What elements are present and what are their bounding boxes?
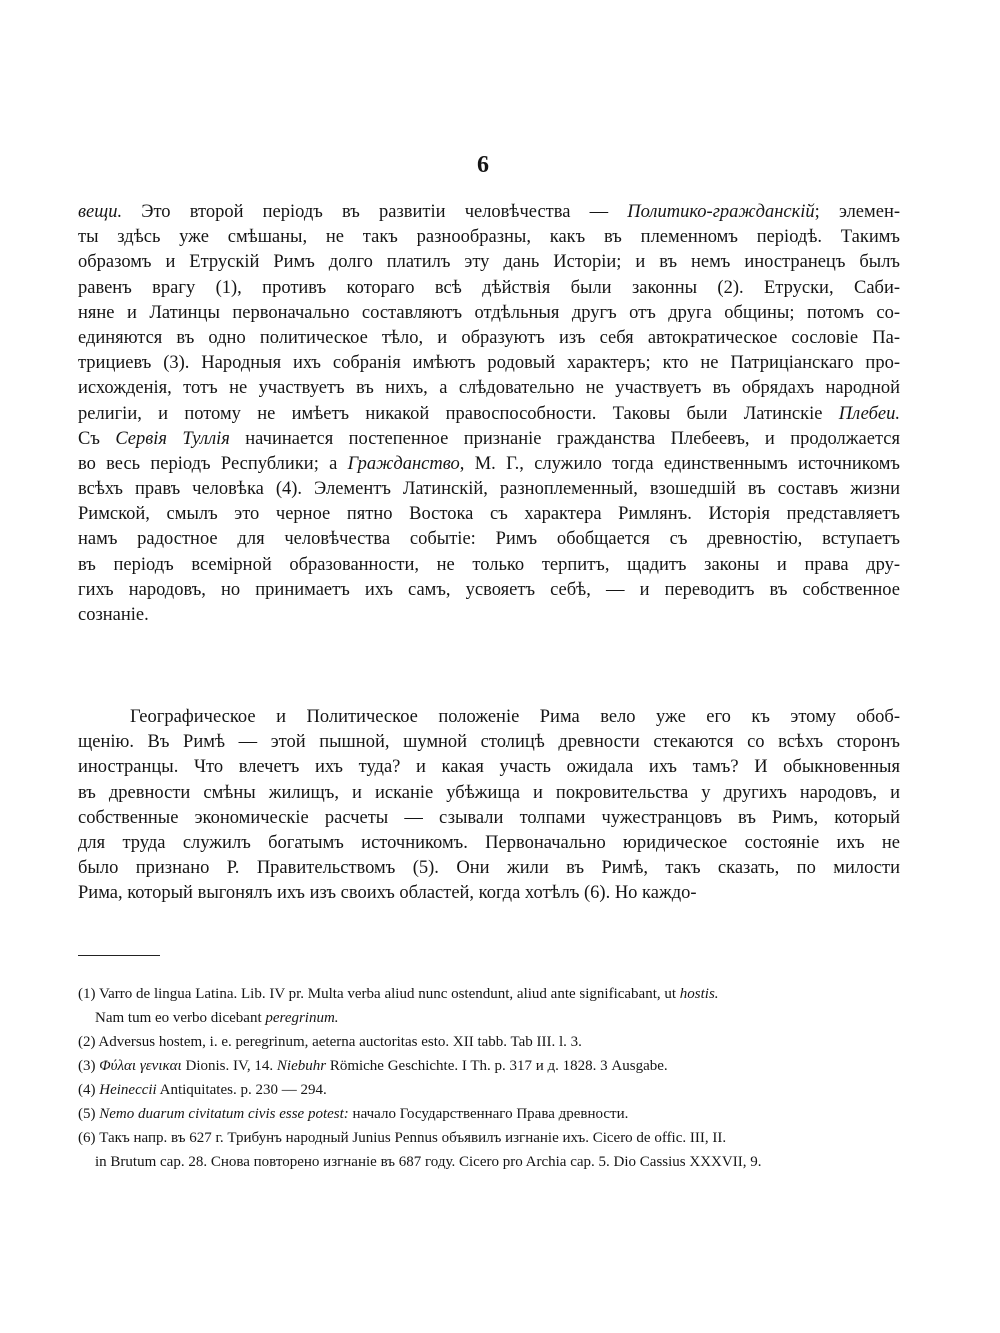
text-segment: для труда служилъ богатымъ источникомъ. Первоначально юридическое состояніе ихъ не (78, 832, 900, 853)
italic-text: peregrinum. (265, 1010, 339, 1026)
text-line (78, 276, 900, 301)
text-line (78, 326, 900, 351)
text-segment: (6) Такъ напр. въ 627 г. Трибунъ народный Junius Pennus объявилъ изгнаніе ихъ. Cicero de offic. III, II. (78, 1130, 727, 1146)
text-segment: Dionis. IV, 14. (181, 1058, 277, 1074)
text-line (78, 705, 900, 730)
text-segment: намъ радостное для человѣчества событіе: Римъ обобщается съ древностію, вступаетъ (78, 529, 900, 550)
text-line (78, 781, 900, 806)
text-line (78, 603, 900, 628)
text-segment: (3) (78, 1058, 100, 1074)
footnotes (78, 982, 904, 1174)
italic-text: Nemo duarum civitatum civis esse potest: (99, 1106, 349, 1122)
footnote-line (78, 1078, 904, 1102)
text-line (78, 806, 900, 831)
text-segment: няне и Латинцы первоначально составляютъ отдѣльныя другъ отъ друга общины; потомъ со- (78, 302, 900, 323)
footnote-line (78, 1102, 904, 1126)
text-line (78, 452, 900, 477)
text-segment: было признано Р. Правительствомъ (5). Они жили въ Римѣ, такъ сказать, по милости (78, 858, 900, 879)
italic-text: Плебеи. (838, 403, 900, 424)
text-segment: Это второй періодъ въ развитіи человѣчества — (122, 202, 628, 222)
text-line (78, 250, 900, 275)
paragraph-2 (78, 705, 900, 907)
text-segment: (4) (78, 1082, 100, 1098)
text-segment: , М. Г., служило тогда единственнымъ источникомъ (459, 453, 900, 474)
italic-text: Niebuhr (276, 1058, 327, 1074)
text-line (78, 351, 900, 376)
text-segment: начало Государственнаго Права древности. (348, 1106, 629, 1122)
text-segment: собственные экономическіе расчеты — сзывали толпами чужестранцовъ въ Римъ, который (78, 807, 900, 828)
text-segment: Рима, который выгонялъ ихъ изъ своихъ областей, когда хотѣлъ (6). Но каждо- (78, 883, 697, 904)
text-line (78, 881, 900, 906)
text-line (78, 578, 900, 603)
text-line (78, 225, 900, 250)
text-segment: въ древности смѣны жилищъ, и исканіе убѣжища и покровительства у другихъ народовъ, и (78, 782, 900, 803)
footnote-line (78, 1054, 904, 1078)
paragraph-1 (78, 200, 900, 628)
footnote-line (78, 1126, 904, 1150)
text-line (78, 427, 900, 452)
text-line (78, 502, 900, 527)
text-segment: иностранцы. Что влечетъ ихъ туда? и какая участь ожидала ихъ тамъ? И обыкновенныя (78, 757, 900, 778)
text-line (78, 402, 900, 427)
text-line (78, 527, 900, 552)
text-segment: сознаніе. (78, 605, 149, 625)
footnote-line (78, 1030, 904, 1054)
text-segment: Römiche Geschichte. I Th. p. 317 и д. 1828. 3 Ausgabe. (326, 1058, 668, 1074)
text-segment: (5) (78, 1106, 100, 1122)
text-line (78, 477, 900, 502)
text-line (78, 553, 900, 578)
italic-text: Heineccii (99, 1082, 157, 1098)
text-line (78, 376, 900, 401)
text-line (78, 301, 900, 326)
text-line (78, 730, 900, 755)
footnote-line (78, 1150, 904, 1174)
text-line (78, 856, 900, 881)
text-line (78, 755, 900, 780)
footnote-line (78, 1006, 904, 1030)
italic-text: hostis. (679, 986, 719, 1002)
footnote-divider (78, 955, 160, 956)
footnote-line (78, 982, 904, 1006)
text-segment: ; элемен- (814, 202, 900, 222)
text-segment: образомъ и Етрускій Римъ долго платилъ эту дань Исторіи; и въ немъ иностранецъ былъ (78, 252, 900, 273)
italic-text: Политико-гражданскій (627, 202, 815, 222)
italic-text: вещи. (78, 202, 123, 222)
text-segment: Nam tum eo verbo dicebant (95, 1010, 266, 1026)
text-segment: начинается постепенное признаніе гражданства Плебеевъ, и продолжается (229, 428, 900, 449)
text-segment: Съ (78, 428, 116, 449)
text-segment: щенію. Въ Римѣ — этой пышной, шумной столицѣ древности стекаются со всѣхъ сторонъ (78, 732, 900, 753)
text-segment: (2) Adversus hostem, i. e. peregrinum, aeterna auctoritas esto. XII tabb. Tab III. l. 3. (78, 1034, 582, 1050)
text-segment: въ періодъ всемірной образованности, не только терпитъ, щадитъ законы и права дру- (78, 554, 900, 575)
text-segment: Antiquitates. p. 230 — 294. (156, 1082, 327, 1098)
text-segment: трициевъ (3). Народныя ихъ собранія имѣютъ родовый характеръ; кто не Патриціанскаго про- (78, 353, 900, 374)
text-segment: in Brutum cap. 28. Снова повторено изгнаніе въ 687 году. Cicero pro Archia cap. 5. Dio Cassius XXXVII, 9. (95, 1154, 762, 1170)
text-segment: Географическое и Политическое положеніе Рима вело уже его къ этому обоб- (130, 707, 900, 727)
text-segment: исхожденія, тотъ не участвуетъ въ нихъ, а слѣдовательно не участвуетъ въ обрядахъ народной (78, 378, 900, 399)
text-line (78, 831, 900, 856)
text-segment: равенъ врагу (1), противъ котораго всѣ дѣйствія были законны (2). Етруски, Саби- (78, 277, 900, 298)
text-segment: гихъ народовъ, но принимаетъ ихъ самъ, усвояетъ себѣ, — и переводитъ въ собственное (78, 579, 900, 600)
text-segment: во весь періодъ Республики; а (78, 453, 348, 474)
text-segment: Римской, смылъ это черное пятно Востока съ характера Римлянъ. Исторія представляетъ (78, 504, 900, 525)
italic-text: Φύλαι γενικαι (99, 1058, 182, 1074)
text-line (78, 200, 900, 225)
text-segment: (1) Varro de lingua Latina. Lib. IV pr. Multa verba aliud nunc ostendunt, aliud ante significabant, ut (78, 986, 680, 1002)
text-segment: всѣхъ правъ человѣка (4). Элементъ Латинскій, разноплеменный, взошедшій въ составъ жизни (78, 479, 900, 500)
text-segment: религіи, и потому не имѣетъ никакой правоспособности. Таковы были Латинскіе (78, 403, 839, 424)
italic-text: Гражданство (347, 453, 460, 474)
text-segment: единяются въ одно политическое тѣло, и образуютъ изъ себя автократическое сословіе Па- (78, 327, 900, 348)
italic-text: Сервія Туллія (115, 428, 230, 449)
page-number: 6 (477, 152, 489, 178)
text-segment: ты здѣсь уже смѣшаны, не такъ разнообразны, какъ въ племенномъ періодѣ. Такимъ (78, 227, 900, 248)
